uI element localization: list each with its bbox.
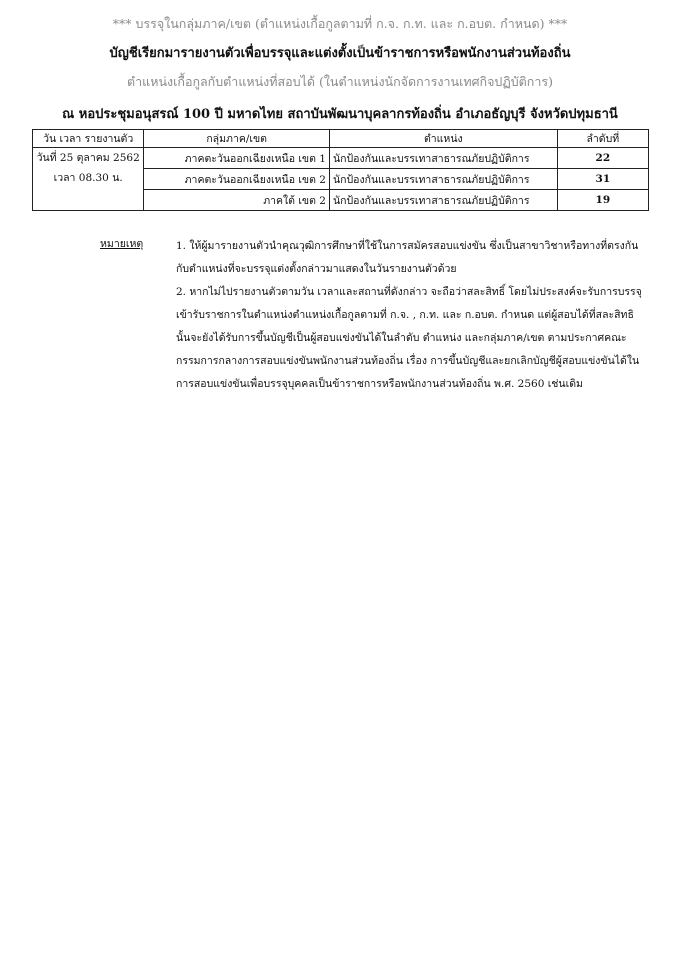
zone-cell: ภาคตะวันออกเฉียงเหนือ เขต 1 [144,148,330,169]
table-header-row [33,130,649,148]
rank-cell: 31 [557,169,648,190]
rank-cell: 22 [557,148,648,169]
report-time: เวลา 08.30 น. [53,172,123,184]
note-item-1: 1. ให้ผู้มารายงานตัวนำคุณวุฒิการศึกษาที่ใช้ในการสมัครสอบแข่งขัน ซึ่งเป็นสาขาวิชาหรือทางที่ตรงกันกับตำแหน่งที่จะบรรจุแต่งตั้งกล่าวมาแสดงในวันรายงานตัวด้วย [176,240,639,275]
rank-cell: 19 [557,190,648,211]
zone-cell: ภาคตะวันออกเฉียงเหนือ เขต 2 [144,169,330,190]
report-datetime-cell [33,148,144,211]
report-date: วันที่ 25 ตุลาคม 2562 [36,152,140,164]
table-row [33,148,649,169]
notes-label: หมายเหตุ [100,238,144,250]
zone-cell: ภาคใต้ เขต 2 [144,190,330,211]
column-header-rank: ลำดับที่ [557,130,648,148]
position-cell: นักป้องกันและบรรเทาสาธารณภัยปฏิบัติการ [329,169,557,190]
column-header-zone: กลุ่มภาค/เขต [144,130,330,148]
column-header-position: ตำแหน่ง [329,130,557,148]
header-line-1: *** บรรจุในกลุ่มภาค/เขต (ตำแหน่งเกื้อกูลตามที่ ก.จ. ก.ท. และ ก.อบต. กำหนด) *** [112,16,568,31]
header-subtitle: ตำแหน่งเกื้อกูลกับตำแหน่งที่สอบได้ (ในตำแหน่งนักจัดการงานเทศกิจปฏิบัติการ) [127,74,553,89]
document-title: บัญชีเรียกมารายงานตัวเพื่อบรรจุและแต่งตั้งเป็นข้าราชการหรือพนักงานส่วนท้องถิ่น [109,46,571,61]
column-header-date: วัน เวลา รายงานตัว [33,130,144,148]
note-item-2: 2. หากไม่ไปรายงานตัวตามวัน เวลาและสถานที่ดังกล่าว จะถือว่าสละสิทธิ์ โดยไม่ประสงค์จะรับการบรรจุ เข้ารับราชการในตำแหน่งตำแหน่งเกื้อกูลตามที่ ก.จ. , ก.ท. และ ก.อบต. กำหนด แต่ผู้สอบได้ที่สละสิทธินั้นจะยังได้รับการขึ้นบัญชีเป็นผู้สอบแข่งขันได้ในลำดับ ตำแหน่ง และกลุ่มภาค/เขต ตามประกาศคณะกรรมการกลางการสอบแข่งขันพนักงานส่วนท้องถิ่น เรื่อง การขึ้นบัญชีและยกเลิกบัญชีผู้สอบแข่งขันได้ในการสอบแข่งขันเพื่อบรรจุบุคคลเป็นข้าราชการหรือพนักงานส่วนท้องถิ่น พ.ศ. 2560 เช่นเดิม [176,286,642,390]
venue-line: ณ หอประชุมอนุสรณ์ 100 ปี มหาดไทย สถาบันพัฒนาบุคลากรท้องถิ่น อำเภอธัญบุรี จังหวัดปทุมธานี [62,107,618,122]
notes-section [176,235,644,396]
position-cell: นักป้องกันและบรรเทาสาธารณภัยปฏิบัติการ [329,148,557,169]
position-cell: นักป้องกันและบรรเทาสาธารณภัยปฏิบัติการ [329,190,557,211]
schedule-table [32,129,649,211]
